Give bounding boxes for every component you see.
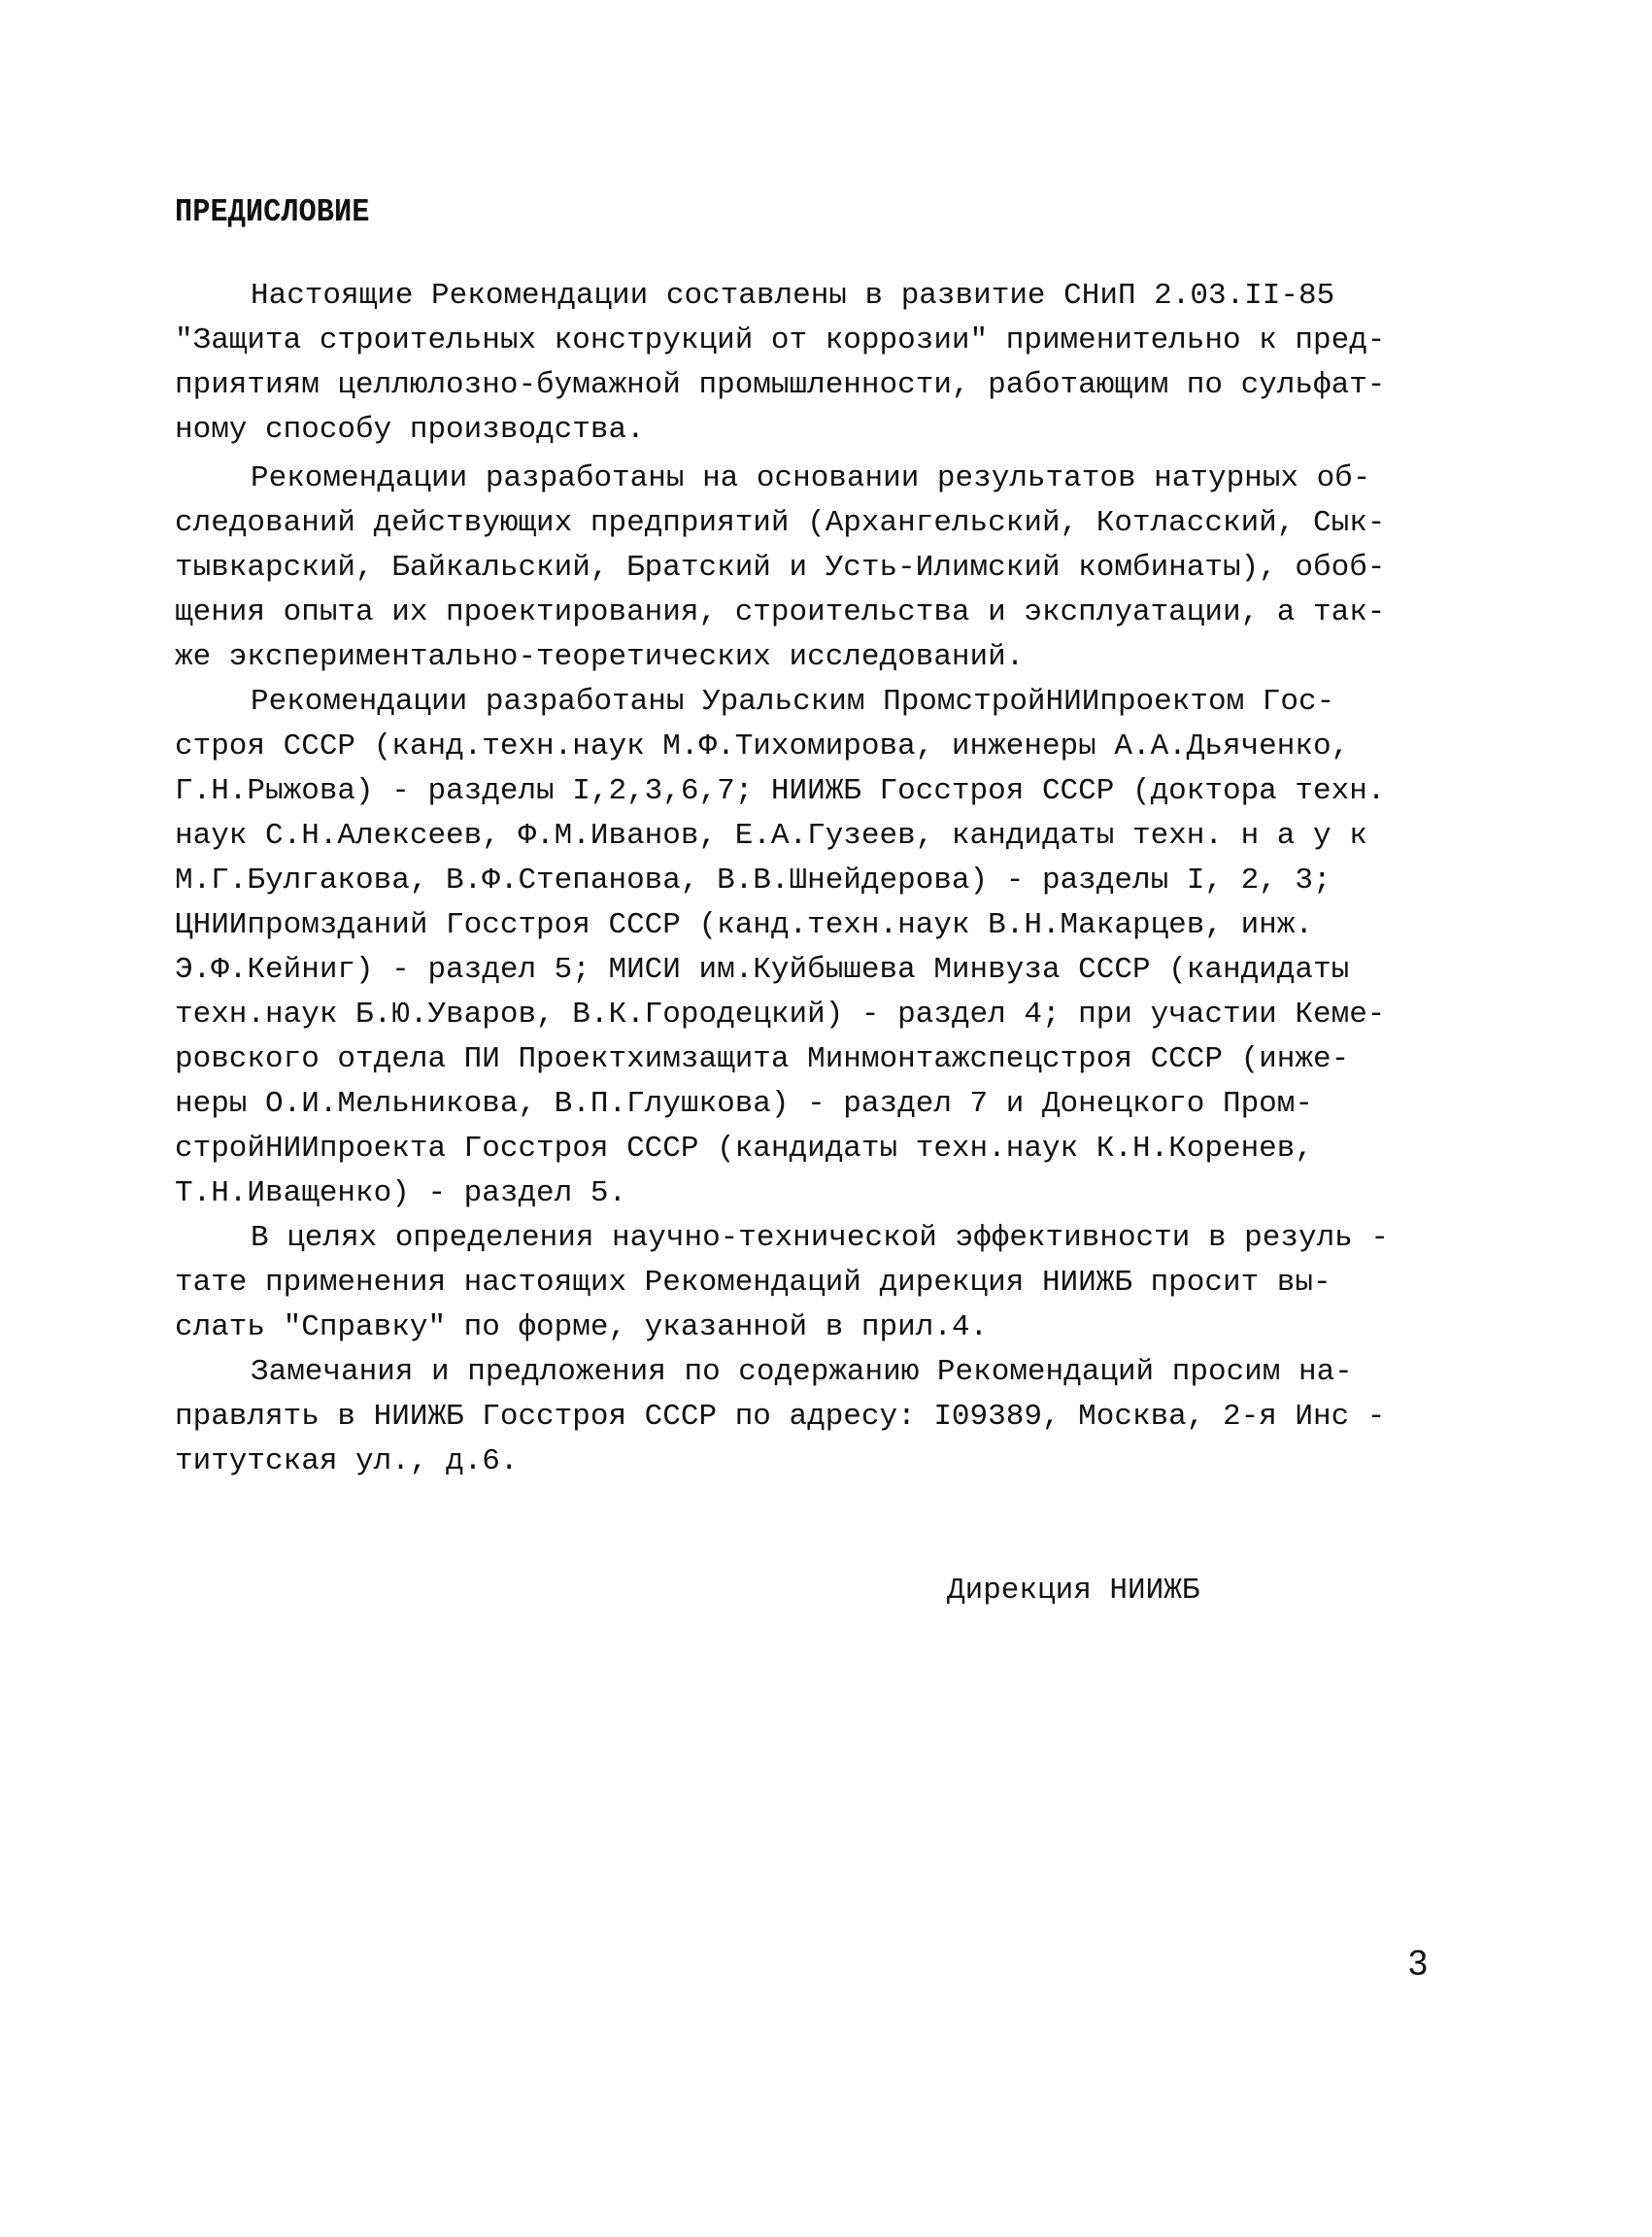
paragraph-line: ному способу производства. [175,413,645,447]
paragraph-line: титутская ул., д.6. [175,1444,519,1478]
paragraph-line: ровского отдела ПИ Проектхимзащита Минмонтажспецстроя СССР (инже- [175,1042,1350,1076]
signature: Дирекция НИИЖБ [947,1574,1200,1608]
paragraph-line: Рекомендации разработаны на основании результатов натурных об- [251,461,1371,495]
paragraph-line: техн.наук Б.Ю.Уваров, В.К.Городецкий) - раздел 4; при участии Кеме- [175,998,1386,1032]
paragraph-line: стройНИИпроекта Госстроя СССР (кандидаты техн.наук К.Н.Коренев, [175,1132,1313,1166]
paragraph-line: щения опыта их проектирования, строительства и эксплуатации, а так- [175,595,1386,629]
paragraph-line: Г.Н.Рыжова) - разделы I,2,3,6,7; НИИЖБ Госстроя СССР (доктора техн. [175,774,1386,808]
paragraph-line: В целях определения научно-технической эффективности в резуль - [251,1221,1389,1255]
paragraph-line: Замечания и предложения по содержанию Рекомендаций просим на- [251,1355,1353,1389]
paragraph-line: правлять в НИИЖБ Госстроя СССР по адресу: I09389, Москва, 2-я Инс - [175,1400,1386,1434]
page-heading: ПРЕДИСЛОВИЕ [175,194,370,230]
paragraph-scope [175,274,1428,453]
paragraph-line: ЦНИИпромзданий Госстроя СССР (канд.техн.наук В.Н.Макарцев, инж. [175,908,1313,942]
paragraph-line: Рекомендации разработаны Уральским ПромстройНИИпроектом Гос- [251,685,1335,719]
paragraph-line: слать "Справку" по форме, указанной в прил.4. [175,1310,989,1344]
paragraph-line: Т.Н.Иващенко) - раздел 5. [175,1176,627,1210]
paragraph-line: же экспериментально-теоретических исследований. [175,640,1025,674]
paragraph-line: строя СССР (канд.техн.наук М.Ф.Тихомирова, инженеры А.А.Дьяченко, [175,729,1350,763]
paragraph-line: тывкарский, Байкальский, Братский и Усть-Илимский комбинаты), обоб- [175,551,1386,585]
paragraph-authors [175,680,1428,1216]
paragraph-contact [175,1350,1428,1484]
paragraph-line: Настоящие Рекомендации составлены в развитие СНиП 2.03.II-85 [251,279,1335,313]
paragraph-feedback [175,1216,1428,1350]
paragraph-line: неры О.И.Мельникова, В.П.Глушкова) - раздел 7 и Донецкого Пром- [175,1087,1313,1121]
paragraph-line: наук С.Н.Алексеев, Ф.М.Иванов, Е.А.Гузеев, кандидаты техн. н а у к [175,819,1367,853]
paragraph-line: приятиям целлюлозно-бумажной промышленности, работающим по сульфат- [175,368,1386,402]
page-number: 3 [1408,1943,1429,1983]
paragraph-line: Э.Ф.Кейниг) - раздел 5; МИСИ им.Куйбышева Минвуза СССР (кандидаты [175,953,1350,987]
paragraph-line: тате применения настоящих Рекомендаций дирекция НИИЖБ просит вы- [175,1266,1332,1300]
paragraph-line: "Защита строительных конструкций от коррозии" применительно к пред- [175,323,1386,357]
paragraph-line: следований действующих предприятий (Архангельский, Котласский, Сык- [175,506,1386,540]
paragraph-sources [175,457,1428,680]
paragraph-line: М.Г.Булгакова, В.Ф.Степанова, В.В.Шнейдерова) - разделы I, 2, 3; [175,864,1332,898]
